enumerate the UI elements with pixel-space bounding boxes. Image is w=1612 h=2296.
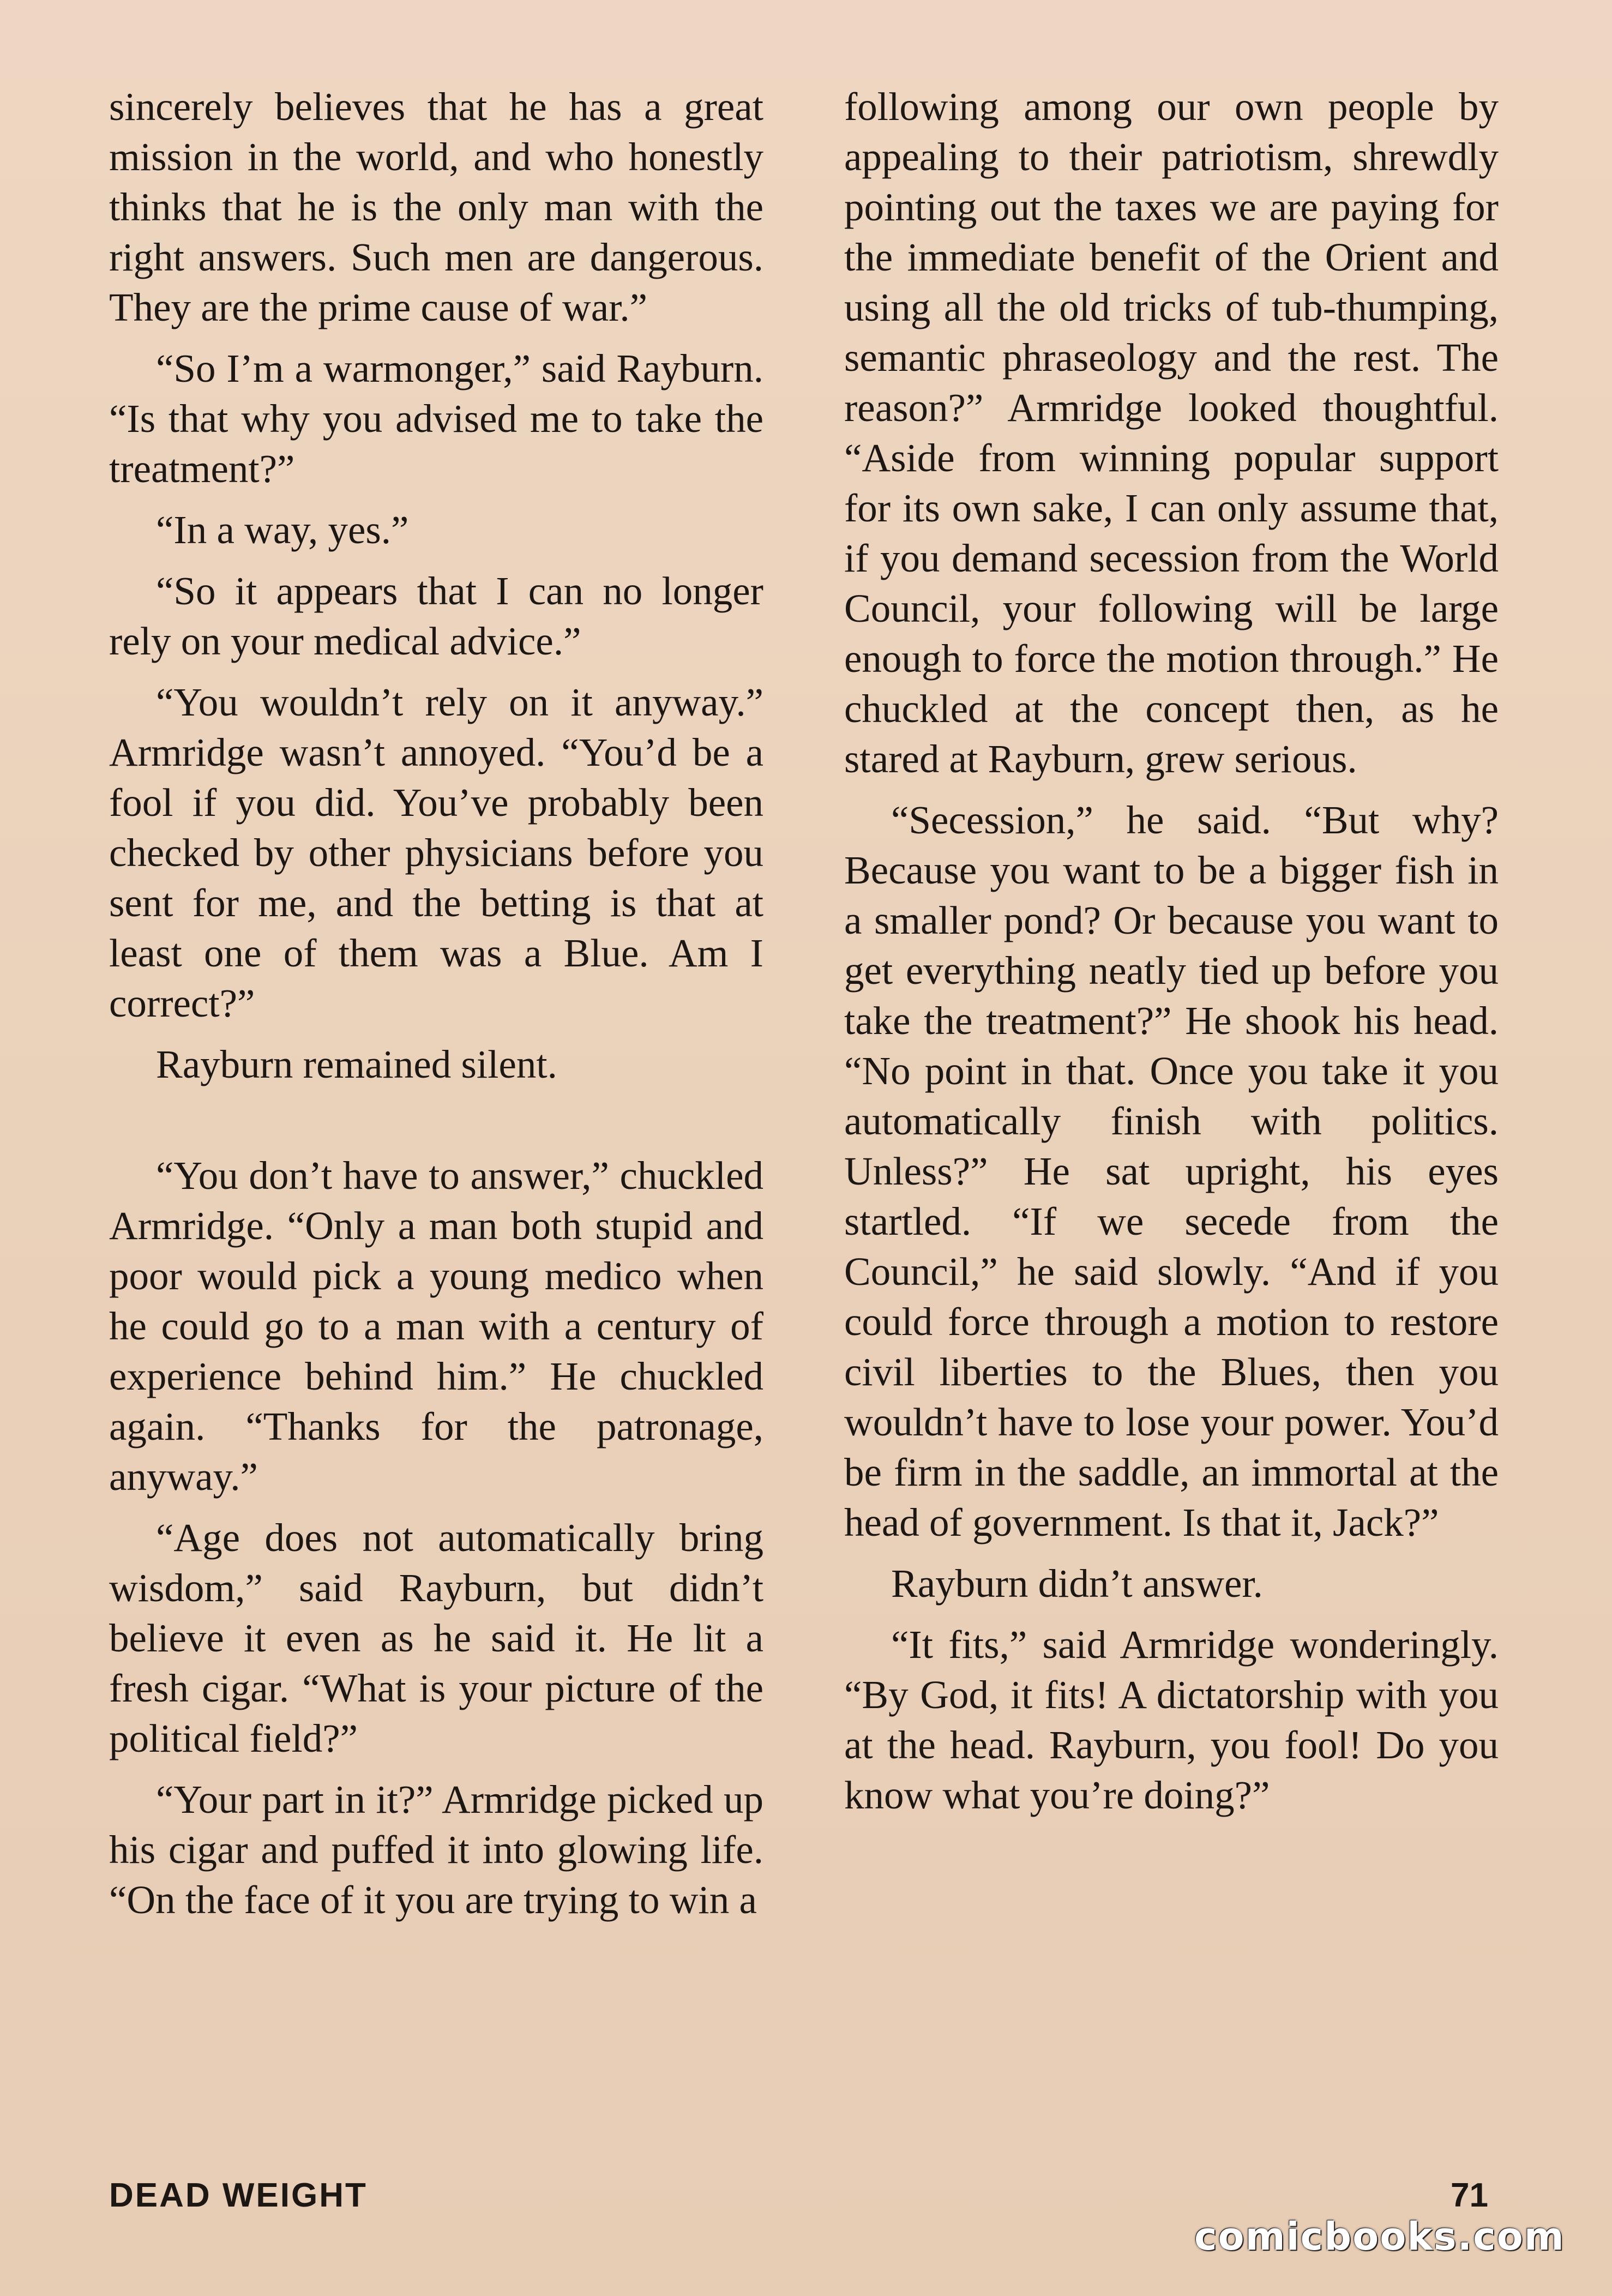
paragraph: “You don’t have to answer,” chuckled Armridge. “Only a man both stupid and poor would pick a young medico when he could go to a man with a century of experience behind him.” He chuckled again. “Thanks for the patronage, anyway.” [109,1153,763,1499]
paragraph: “So I’m a warmonger,” said Rayburn. “Is that why you advised me to take the treatment?” [109,346,763,491]
paragraph: “You wouldn’t rely on it anyway.” Armridge wasn’t annoyed. “You’d be a fool if you did. You’ve probably been checked by other physicians before you sent for me, and the betting is that at least one of them was a Blue. Am I correct?” [109,680,763,1025]
right-text-column [844,82,1499,1831]
paragraph: following among our own people by appealing to their patriotism, shrewdly pointing out the taxes we are paying for the immediate benefit of the Orient and using all the old tricks of tub-thumping, semantic phraseology and the rest. The reason?” Armridge looked thoughtful. “Aside from winning popular support for its own sake, I can only assume that, if you demand secession from the World Council, your following will be large enough to force the motion through.” He chuckled at the concept then, as he stared at Rayburn, grew serious. [844,85,1499,781]
paragraph: Rayburn remained silent. [156,1042,557,1086]
paragraph: Rayburn didn’t answer. [891,1561,1263,1606]
paragraph: sincerely believes that he has a great mission in the world, and who honestly thinks that he is the only man with the right answers. Such men are dangerous. They are the prime cause of war.” [109,85,763,329]
paragraph: “Your part in it?” Armridge picked up his cigar and puffed it into glowing life. “On the face of it you are trying to win a [109,1777,763,1922]
running-footer-title: DEAD WEIGHT [109,2177,368,2214]
page-number: 71 [1451,2177,1488,2214]
paragraph: “Secession,” he said. “But why? Because you want to be a bigger fish in a smaller pond? Or because you want to get everything neatly tied up before you take the treatment?” He shook his head. “No point in that. Once you take it you automatically finish with politics. Unless?” He sat upright, his eyes startled. “If we secede from the Council,” he said slowly. “And if you could force through a motion to restore civil liberties to the Blues, then you wouldn’t have to lose your power. You’d be firm in the saddle, an immortal at the head of government. Is that it, Jack?” [844,798,1499,1544]
paragraph: “Age does not automatically bring wisdom,” said Rayburn, but didn’t believe it even as he said it. He lit a fresh cigar. “What is your picture of the political field?” [109,1516,763,1760]
left-text-column [109,82,763,1936]
paragraph: “It fits,” said Armridge wonderingly. “By God, it fits! A dictatorship with you at the head. Rayburn, you fool! Do you know what you’re doing?” [844,1622,1499,1817]
paragraph: “In a way, yes.” [156,508,409,552]
paragraph: “So it appears that I can no longer rely on your medical advice.” [109,569,763,663]
watermark: comicbooks.com [1194,2214,1565,2259]
